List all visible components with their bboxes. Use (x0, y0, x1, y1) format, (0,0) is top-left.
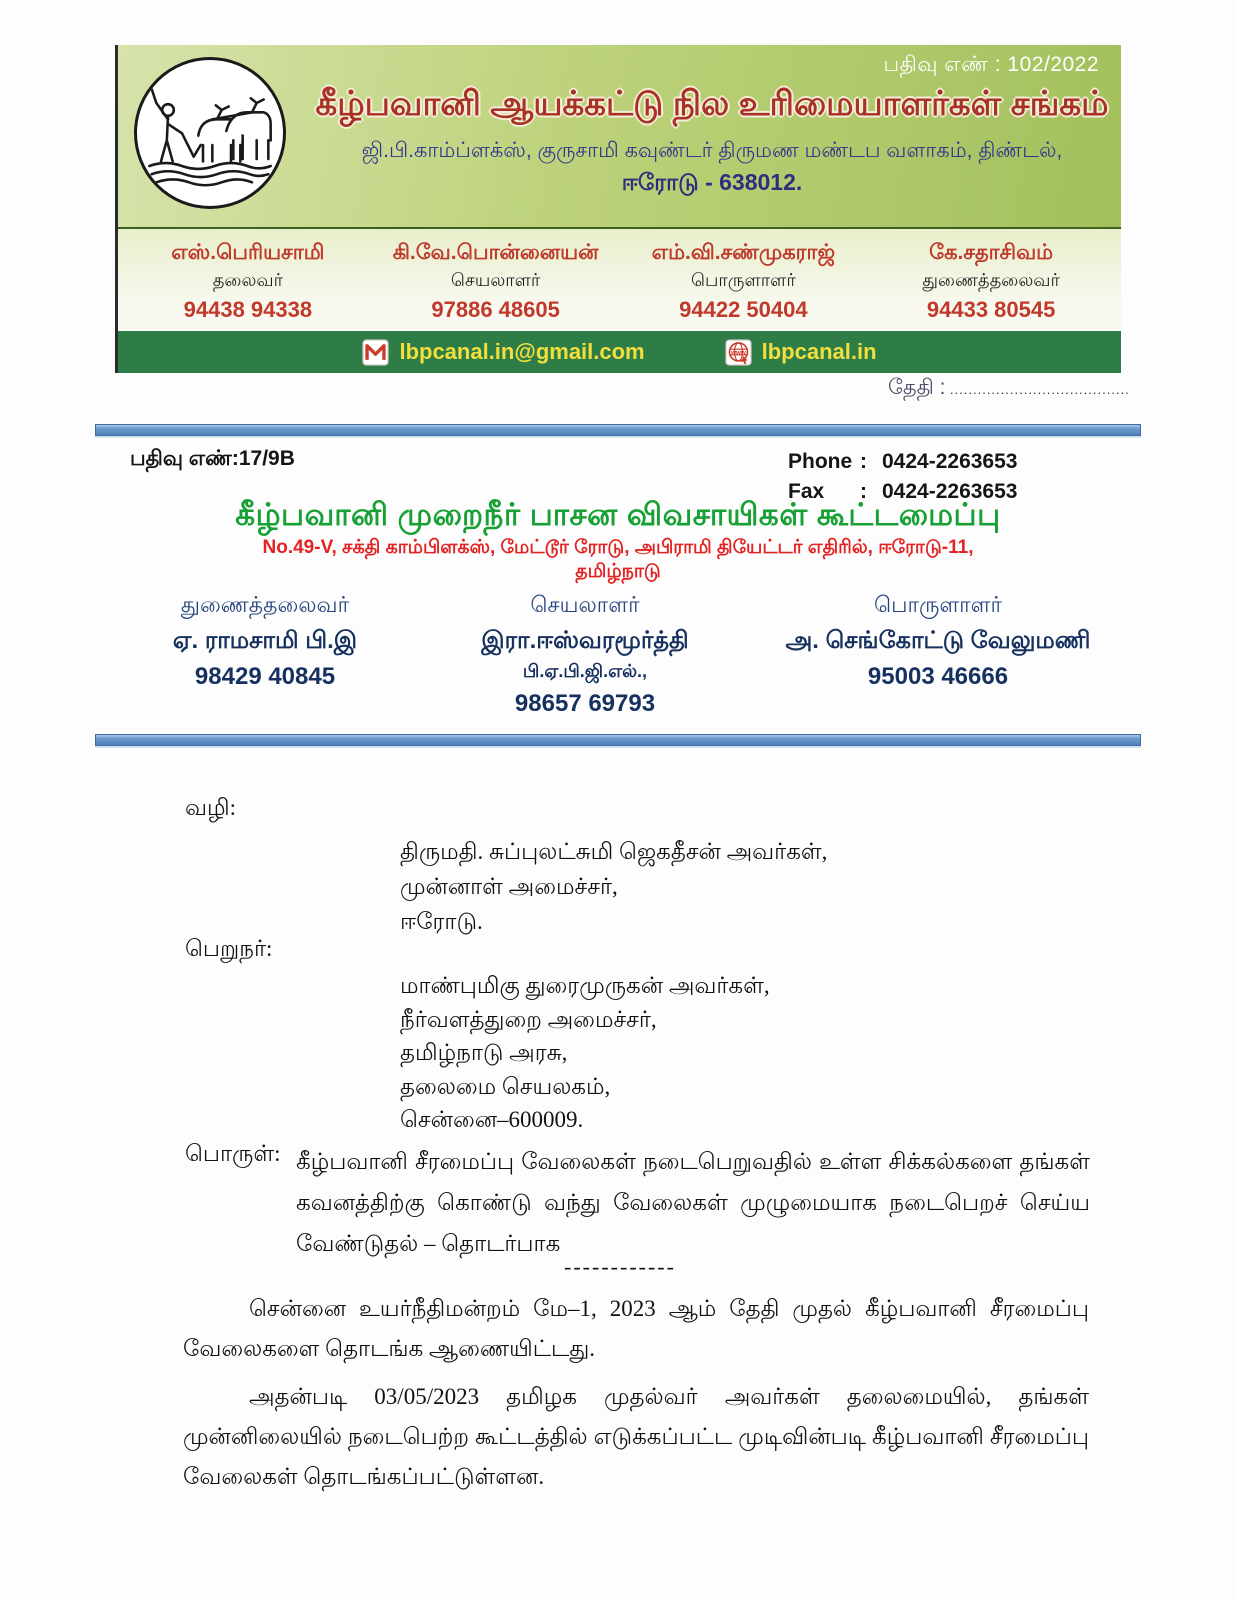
officer-role: தலைவர் (212, 270, 284, 290)
blue-divider-bottom (95, 734, 1141, 746)
officer-phone: 98429 40845 (194, 663, 336, 690)
officer-treasurer (620, 241, 868, 323)
recipient-line: தலைமை செயலகம், (400, 1073, 611, 1099)
association-logo (134, 57, 286, 209)
subject-label: பொருள்: (185, 1141, 281, 1166)
email-address: lbpcanal.in@gmail.com (399, 339, 645, 364)
officer-phone: 97886 48605 (431, 297, 560, 322)
paragraph-text: அதன்படி 03/05/2023 தமிழக முதல்வர் அவர்கள் தலைமையில், தங்கள் முன்னிலையில் நடைபெற்ற கூட்டத்தில் எடுக்கப்பட்ட முடிவின்படி கீழ்பவானி சீரமைப்பு வேலைகள் தொடங்கப்பட்டுள்ளன. (183, 1384, 1089, 1489)
officer-role: செயலாளர் (450, 270, 541, 290)
gmail-icon (362, 339, 389, 366)
blue-divider-top (95, 424, 1141, 436)
via-address-block (400, 834, 827, 939)
letterhead-top-banner (118, 45, 1121, 227)
paragraph-text: சென்னை உயர்நீதிமன்றம் மே–1, 2023 ஆம் தேதி முதல் கீழ்பவானி சீரமைப்பு வேலைகளை தொடங்க ஆணையிட்டது. (183, 1296, 1089, 1361)
date-line (888, 376, 1130, 402)
recipient-line: தமிழ்நாடு அரசு, (400, 1040, 568, 1065)
email-group (362, 339, 644, 366)
officer-name: கே.சதாசிவம் (929, 241, 1054, 264)
letterhead-officers-row (118, 227, 1121, 331)
phone-number: 0424-2263653 (882, 450, 1018, 473)
association-address-line1: ஜி.பி.காம்ப்ளக்ஸ், குருசாமி கவுண்டர் திருமண மண்டப வளாகம், திண்டல், (361, 139, 1063, 162)
recipient-line: மாண்புமிகு துரைமுருகன் அவர்கள், (400, 973, 770, 998)
svg-text:www: www (730, 348, 746, 356)
officer-qualification: பி.ஏ.பி.ஜி.எல்., (522, 661, 648, 681)
officer-name: அ. செங்கோட்டு வேலுமணி (785, 627, 1091, 654)
federation-address-line1: No.49-V, சக்தி காம்பிளக்ஸ், மேட்டூர் ரோடு, அபிராமி தியேட்டர் எதிரில், ஈரோடு-11, (262, 537, 974, 558)
federation-registration-number: பதிவு எண்:17/9B (130, 447, 295, 470)
federation-address-line2: தமிழ்நாடு (575, 561, 661, 582)
officer-vice-president (867, 241, 1115, 323)
subject-text: கீழ்பவானி சீரமைப்பு வேலைகள் நடைபெறுவதில் உள்ள சிக்கல்களை தங்கள் கவனத்திற்கு கொண்டு வந்து வேலைகள் முழுமையாக நடைபெறச் செய்ய வேண்டுதல் – தொடர்பாக (296, 1149, 1090, 1256)
federation-officers-row (115, 592, 1121, 718)
via-line: முன்னாள் அமைச்சர், (400, 874, 618, 899)
phone-row (788, 447, 1017, 477)
letterhead (115, 45, 1121, 373)
recipient-label: பெறுநர்: (185, 936, 273, 961)
officer-name: எம்.வி.சண்முகராஜ் (651, 241, 836, 264)
www-globe-icon (725, 339, 752, 366)
separator-dashes: ------------ (564, 1254, 676, 1279)
farmer-plough-oxen-icon (140, 71, 280, 196)
officer-phone: 94433 80545 (926, 297, 1056, 322)
letterhead-registration-number: பதிவு எண் : 102/2022 (883, 53, 1099, 76)
website-group (725, 339, 877, 366)
via-line: ஈரோடு. (400, 909, 483, 934)
officer-phone: 94422 50404 (679, 297, 808, 322)
association-name: கீழ்பவானி ஆயக்கட்டு நில உரிமையாளர்கள் சங்கம் (315, 85, 1109, 123)
officer-role: செயலாளர் (530, 592, 640, 617)
date-label: தேதி : (888, 376, 946, 399)
body-paragraph-2 (183, 1377, 1089, 1497)
officer-role: துணைத்தலைவர் (180, 592, 350, 617)
federation-treasurer (755, 592, 1121, 718)
website-address: lbpcanal.in (761, 339, 877, 364)
phone-label: Phone (788, 450, 853, 473)
officer-phone: 98657 69793 (514, 690, 656, 717)
fax-number: 0424-2263653 (882, 480, 1018, 503)
officer-role: பொருளாளர் (873, 592, 1003, 617)
officer-president (124, 241, 372, 323)
fax-colon: : (860, 480, 867, 503)
officer-name: கி.வே.பொன்னையன் (392, 241, 599, 264)
recipient-line: சென்னை–600009. (400, 1107, 584, 1132)
date-fill-in-dots: ....................................... (949, 382, 1130, 397)
phone-colon: : (860, 450, 867, 473)
contact-bar (118, 331, 1121, 373)
officer-role: பொருளாளர் (690, 270, 796, 290)
federation-secretary (415, 592, 755, 718)
officer-role: துணைத்தலைவர் (922, 270, 1060, 290)
body-paragraph-1 (183, 1289, 1089, 1369)
federation-vice-president (115, 592, 415, 718)
recipient-address-block (400, 969, 770, 1137)
federation-name: கீழ்பவானி முறைநீர் பாசன விவசாயிகள் கூட்டமைப்பு (235, 497, 1001, 532)
recipient-line: நீர்வளத்துறை அமைச்சர், (400, 1006, 657, 1032)
officer-name: ஏ. ராமசாமி பி.இ (172, 627, 358, 654)
fax-label: Fax (788, 480, 825, 503)
officer-secretary (372, 241, 620, 323)
officer-phone: 94438 94338 (183, 297, 313, 322)
officer-phone: 95003 46666 (867, 663, 1009, 690)
association-address-line2: ஈரோடு - 638012. (621, 169, 803, 195)
via-line: திருமதி. சுப்புலட்சுமி ஜெகதீசன் அவர்கள், (400, 839, 828, 864)
officer-name: இரா.ஈஸ்வரமூர்த்தி (481, 627, 689, 654)
officer-name: எஸ்.பெரியசாமி (171, 241, 325, 264)
via-label: வழி: (185, 795, 237, 820)
